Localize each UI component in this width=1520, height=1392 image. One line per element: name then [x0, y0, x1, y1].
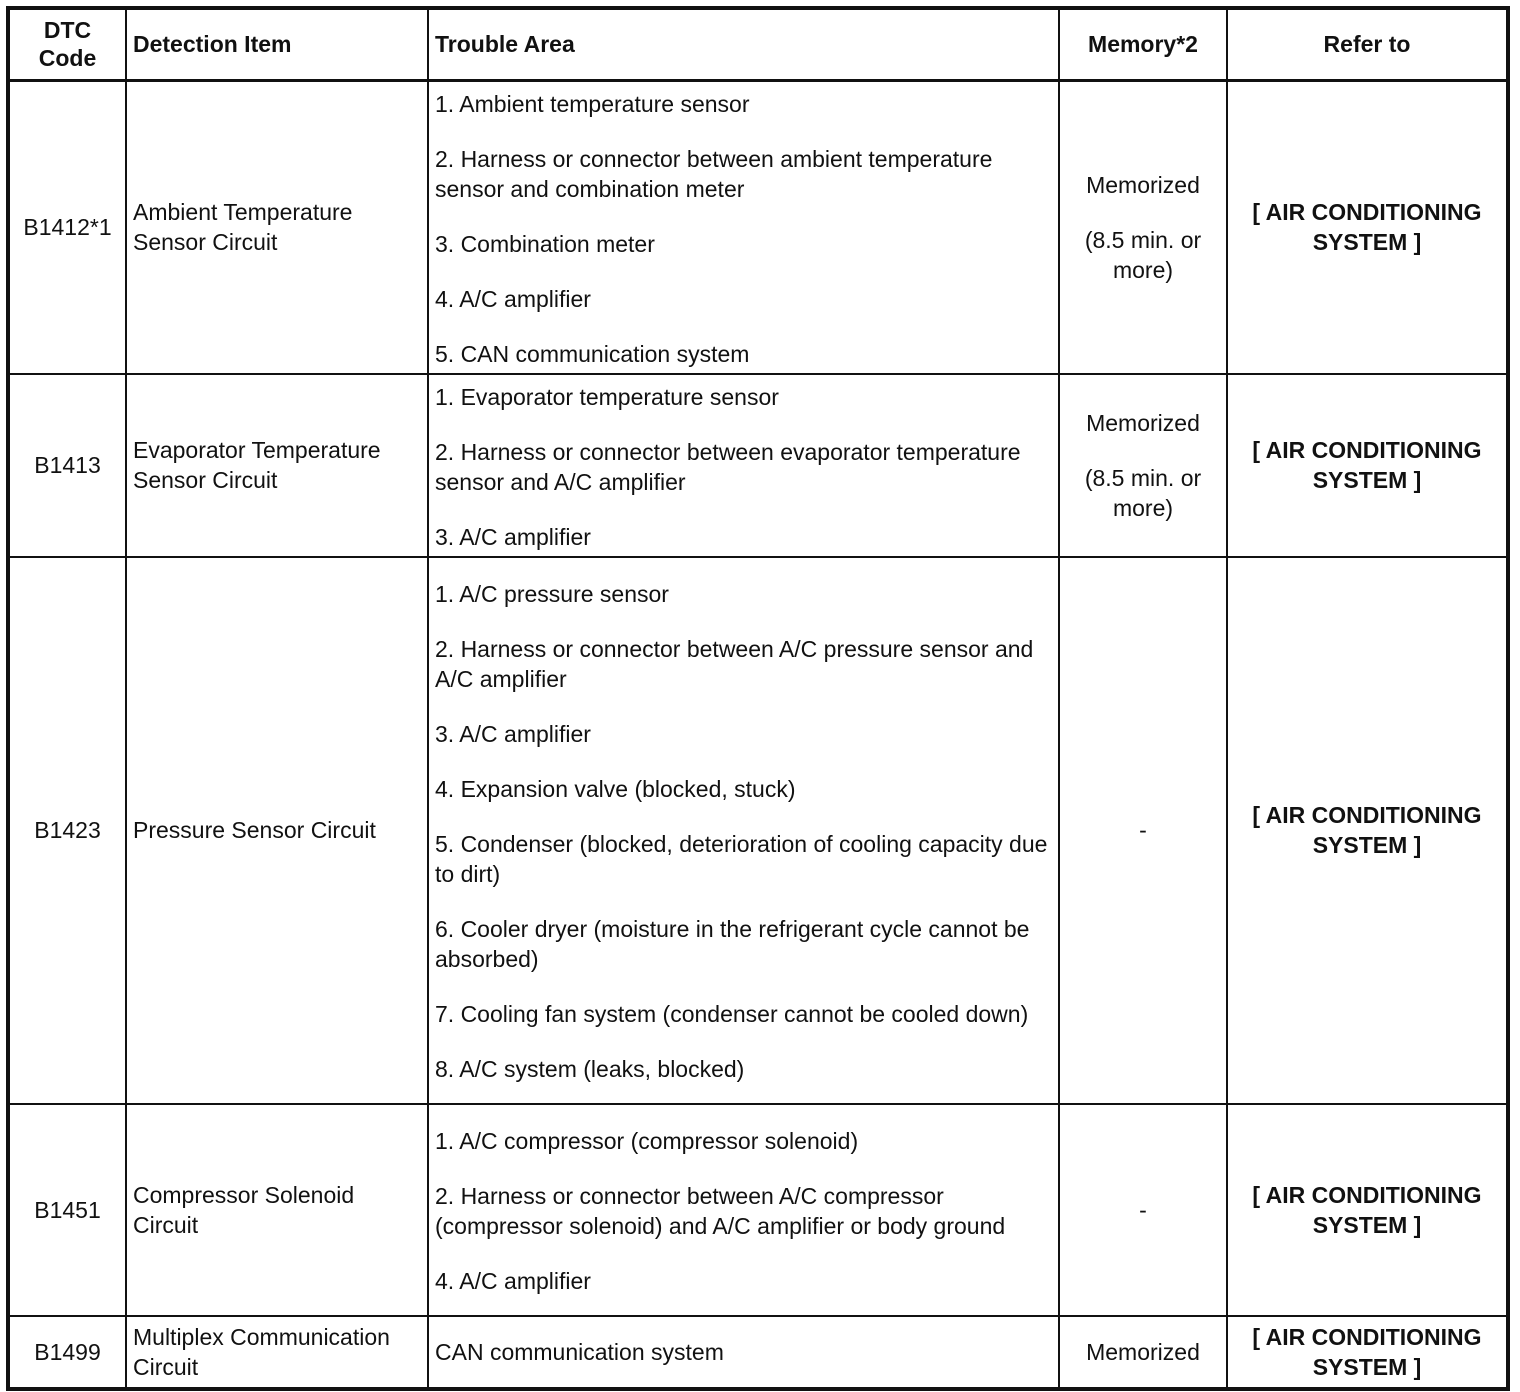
trouble-area-cell — [428, 1104, 1059, 1316]
memory-text: Memorized — [1086, 409, 1200, 436]
trouble-area-item: 1. A/C pressure sensor — [435, 581, 669, 607]
detection-item-cell: Compressor Solenoid Circuit — [126, 1104, 428, 1316]
trouble-area-item: 3. A/C amplifier — [435, 523, 591, 550]
memory-text: - — [1139, 817, 1147, 843]
dtc-table — [6, 6, 1510, 1391]
trouble-area-cell — [428, 374, 1059, 557]
table-row — [8, 557, 1508, 1104]
refer-to-link[interactable]: [ AIR CONDITIONING SYSTEM ] — [1227, 1316, 1508, 1389]
refer-to-link[interactable]: [ AIR CONDITIONING SYSTEM ] — [1227, 374, 1508, 557]
dtc-code-cell: B1412*1 — [8, 80, 126, 374]
refer-to-link[interactable]: [ AIR CONDITIONING SYSTEM ] — [1227, 80, 1508, 374]
trouble-area-item: 3. A/C amplifier — [435, 721, 591, 747]
table-row — [8, 1104, 1508, 1316]
trouble-area-item: 1. A/C compressor (compressor solenoid) — [435, 1128, 859, 1154]
memory-cell — [1059, 1316, 1227, 1389]
refer-to-link[interactable]: [ AIR CONDITIONING SYSTEM ] — [1227, 1104, 1508, 1316]
header-dtc-code: DTC Code — [8, 8, 126, 80]
trouble-area-item: 8. A/C system (leaks, blocked) — [435, 1056, 745, 1082]
detection-item-cell: Evaporator Temperature Sensor Circuit — [126, 374, 428, 557]
trouble-area-item: 5. CAN communication system — [435, 340, 750, 367]
detection-item-cell: Multiplex Communication Circuit — [126, 1316, 428, 1389]
memory-text: - — [1139, 1196, 1147, 1223]
detection-item-cell: Pressure Sensor Circuit — [126, 557, 428, 1104]
table-body — [8, 80, 1508, 1389]
header-trouble-area: Trouble Area — [428, 8, 1059, 80]
trouble-area-list — [435, 1337, 1052, 1367]
trouble-area-list — [435, 572, 1052, 1088]
trouble-area-item: 2. Harness or connector between ambient temperature sensor and combination meter — [435, 145, 993, 202]
trouble-area-item: 4. Expansion valve (blocked, stuck) — [435, 776, 796, 802]
dtc-code-cell: B1423 — [8, 557, 126, 1104]
header-refer-to: Refer to — [1227, 8, 1508, 80]
trouble-area-item: 4. A/C amplifier — [435, 1268, 591, 1294]
memory-cell — [1059, 557, 1227, 1104]
trouble-area-item: 1. Evaporator temperature sensor — [435, 383, 779, 410]
memory-text: Memorized — [1086, 171, 1200, 198]
memory-cell — [1059, 1104, 1227, 1316]
trouble-area-list — [435, 375, 1052, 556]
trouble-area-cell — [428, 557, 1059, 1104]
memory-cell — [1059, 80, 1227, 374]
header-memory: Memory*2 — [1059, 8, 1227, 80]
trouble-area-list — [435, 1119, 1052, 1300]
trouble-area-item: 7. Cooling fan system (condenser cannot be cooled down) — [435, 1001, 1029, 1027]
dtc-code-cell: B1451 — [8, 1104, 126, 1316]
trouble-area-cell — [428, 80, 1059, 374]
header-detection-item: Detection Item — [126, 8, 428, 80]
dtc-code-cell: B1413 — [8, 374, 126, 557]
memory-cell — [1059, 374, 1227, 557]
table-row — [8, 374, 1508, 557]
detection-item-cell: Ambient Temperature Sensor Circuit — [126, 80, 428, 374]
table-header-row — [8, 8, 1508, 80]
table-row — [8, 1316, 1508, 1389]
trouble-area-item: 5. Condenser (blocked, deterioration of cooling capacity due to dirt) — [435, 831, 1048, 887]
trouble-area-item: 1. Ambient temperature sensor — [435, 90, 750, 117]
trouble-area-item: 2. Harness or connector between A/C pressure sensor and A/C amplifier — [435, 636, 1034, 692]
trouble-area-item: 2. Harness or connector between A/C compressor (compressor solenoid) and A/C amplifier or body ground — [435, 1183, 1006, 1239]
memory-text: (8.5 min. or more) — [1084, 464, 1202, 521]
trouble-area-item: 6. Cooler dryer (moisture in the refrigerant cycle cannot be absorbed) — [435, 916, 1030, 972]
dtc-code-cell: B1499 — [8, 1316, 126, 1389]
table-row — [8, 80, 1508, 374]
trouble-area-item: CAN communication system — [435, 1338, 724, 1365]
refer-to-link[interactable]: [ AIR CONDITIONING SYSTEM ] — [1227, 557, 1508, 1104]
memory-text: (8.5 min. or more) — [1084, 226, 1202, 283]
trouble-area-item: 4. A/C amplifier — [435, 285, 591, 312]
trouble-area-item: 3. Combination meter — [435, 230, 655, 257]
trouble-area-list — [435, 82, 1052, 373]
trouble-area-cell — [428, 1316, 1059, 1389]
trouble-area-item: 2. Harness or connector between evaporator temperature sensor and A/C amplifier — [435, 438, 1021, 495]
memory-text: Memorized — [1086, 1338, 1200, 1365]
